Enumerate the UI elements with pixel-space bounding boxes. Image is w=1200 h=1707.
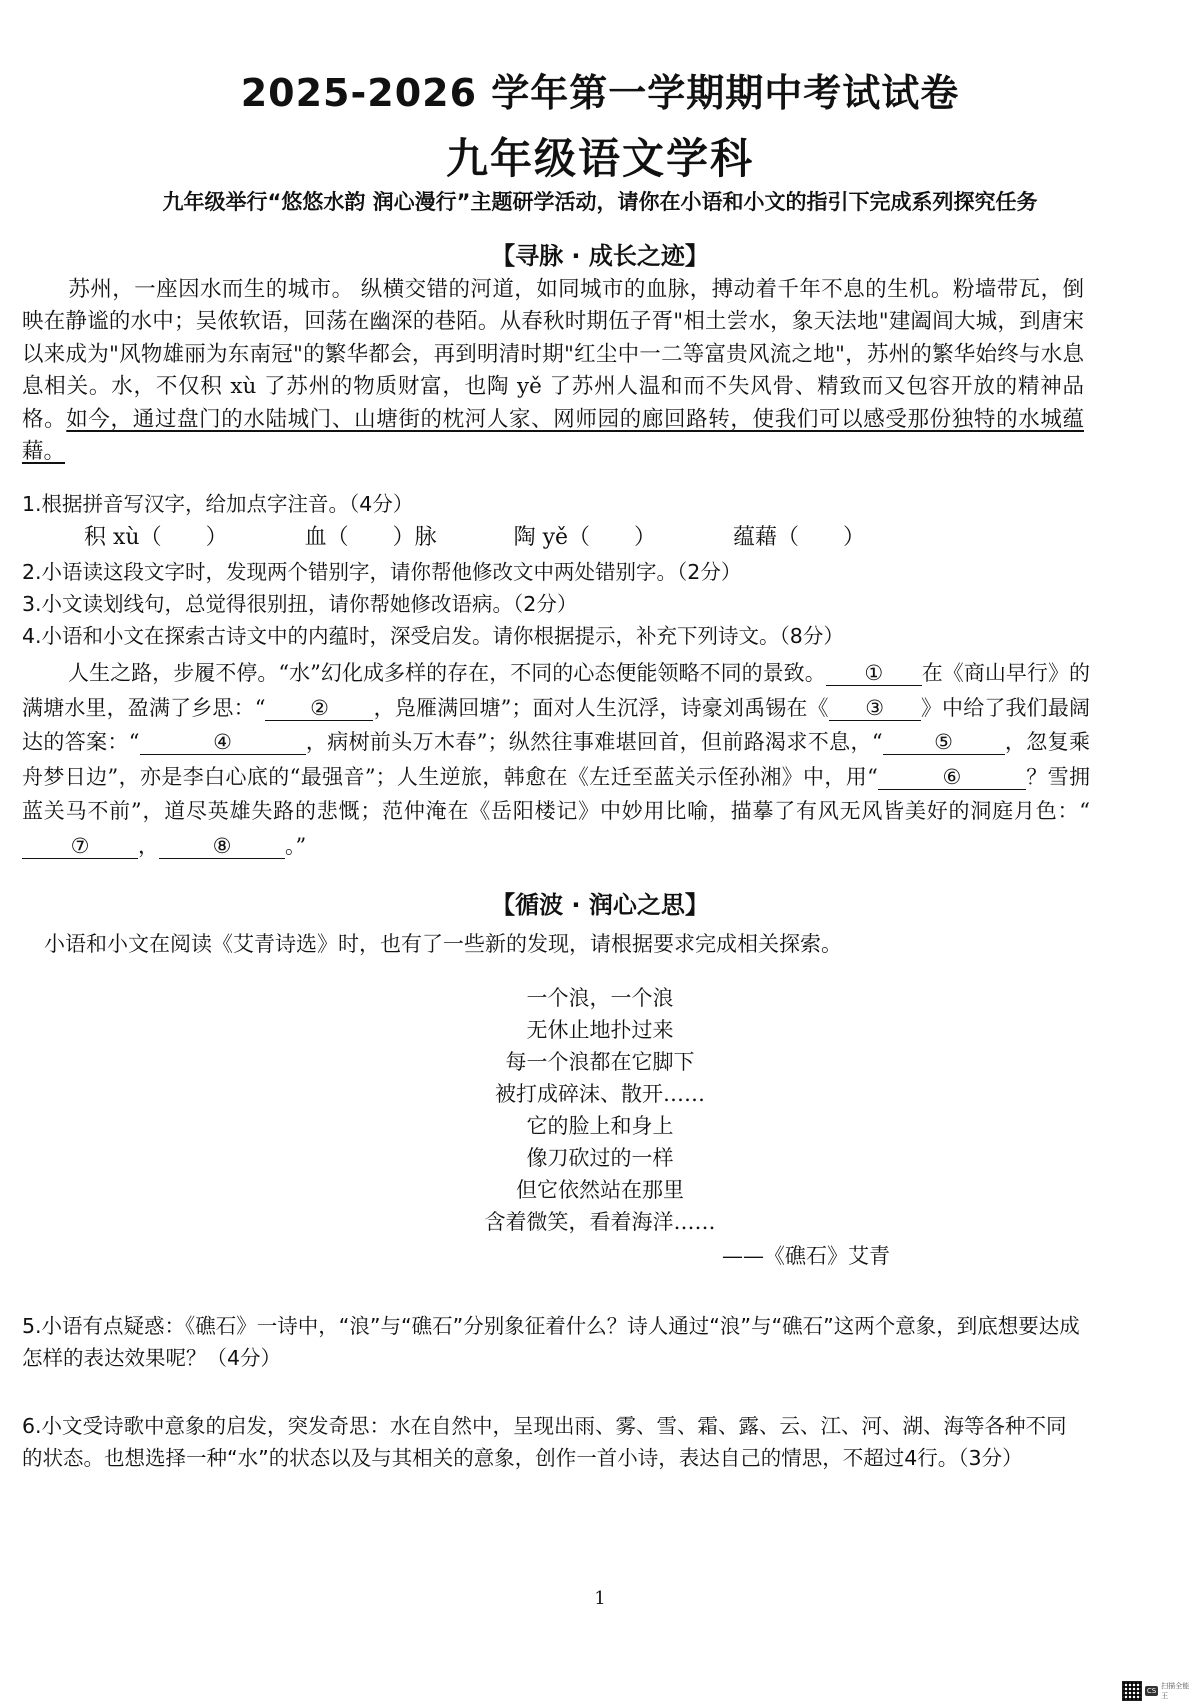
passage-text: 苏州，一座因水而生的城市。 纵横交错的河道，如同城市的血脉，搏动着千年不息的生机。粉墙带瓦，倒映在静谧的水中；吴侬软语，回荡在幽深的巷陌。从春秋时期伍子胥"相土尝水，象天法地"建阖闾大城，到唐宋以来成为"风物雄丽为东南冠"的繁华都会，再到明清时期"红尘中一二等富贵风流之地"，苏州的繁华始终与水息息相关。水，不仅积 xù 了苏州的物质财富，也陶 yě 了苏州人温和而不失风骨、精致而又包容开放的精神品格。	[22, 277, 1084, 432]
blank-4[interactable]: ④	[140, 730, 306, 755]
poem-line: 每一个浪都在它脚下	[505, 1050, 695, 1074]
pinyin-items	[84, 520, 935, 551]
poem-line: 但它依然站在那里	[516, 1178, 684, 1202]
poem-line: 无休止地扑过来	[526, 1018, 674, 1042]
section2-intro: 小语和小文在阅读《艾青诗选》时，也有了一些新的发现，请根据要求完成相关探索。	[44, 932, 842, 956]
question-5: 5.小语有点疑惑：《礁石》一诗中，“浪”与“礁石”分别象征着什么？诗人通过“浪”与“礁石”这两个意象，到底想要达成怎样的表达效果呢？（4分）	[22, 1314, 1080, 1370]
passage-paragraph	[22, 274, 1084, 468]
exam-title: 2025-2026 学年第一学期期中考试试卷	[240, 71, 960, 115]
fill-text-3: ，凫雁满回塘”；面对人生沉浮，诗豪刘禹锡在《	[373, 695, 829, 720]
poem-line: 被打成碎沫、散开……	[495, 1082, 705, 1106]
scanner-watermark	[1122, 1681, 1196, 1701]
fill-text-8: ，	[138, 833, 159, 858]
question-2: 2.小语读这段文字时，发现两个错别字，请你帮他修改文中两处错别字。（2分）	[22, 560, 742, 584]
poem-line: 像刀砍过的一样	[526, 1146, 674, 1170]
pinyin-item-2: 血（ ）脉	[304, 525, 437, 550]
fill-text-6: ，忽复乘舟梦日边”，亦是李白心底的“最强音”；人生逆旅，韩愈在《左迁至蓝关示侄孙湘》中，用“	[22, 730, 1090, 789]
fill-text-2: 在《商山早行》的满塘水里，盈满了乡思：“	[22, 661, 1091, 720]
blank-7[interactable]: ⑦	[22, 834, 138, 859]
fill-text-9: 。”	[285, 833, 307, 858]
pinyin-item-1: 积 xù（ ）	[84, 525, 228, 550]
question-1: 1.根据拼音写汉字，给加点字注音。（4分）	[22, 492, 414, 516]
qr-code-icon	[1122, 1681, 1142, 1701]
blank-2[interactable]: ②	[265, 696, 373, 721]
question-4: 4.小语和小文在探索古诗文中的内蕴时，深受启发。请你根据提示，补充下列诗文。（8分）	[22, 624, 844, 648]
fill-text-5: ，病树前头万木春”；纵然往事难堪回首，但前路渴求不息，“	[305, 730, 883, 754]
section2-heading: 【循波 · 润心之思】	[491, 891, 709, 919]
activity-subtitle: 九年级举行“悠悠水韵 润心漫行”主题研学活动，请你在小语和小文的指引下完成系列探究任务	[162, 190, 1038, 214]
passage-underlined-sentence: 如今，通过盘门的水陆城门、山塘街的枕河人家、网师园的廊回路转，使我们可以感受那份独特的水城蕴藉。	[22, 406, 1084, 465]
pinyin-item-3: 陶 yě（ ）	[513, 525, 657, 550]
question-3: 3.小文读划线句，总觉得很别扭，请你帮她修改语病。（2分）	[22, 592, 578, 616]
poem-line: 含着微笑，看着海洋……	[484, 1210, 716, 1234]
camscanner-logo-icon: CS	[1146, 1687, 1157, 1695]
blank-5[interactable]: ⑤	[883, 730, 1005, 755]
fill-text-4: 》中给了我们最阔达的答案：“	[22, 695, 1090, 754]
watermark-text: 扫描全能王	[1161, 1682, 1190, 1700]
fill-text-1: 人生之路，步履不停。“水”幻化成多样的存在，不同的心态便能领略不同的景致。	[68, 661, 826, 685]
blank-3[interactable]: ③	[829, 696, 921, 721]
page-number: 1	[594, 1588, 606, 1609]
section1-heading: 【寻脉 · 成长之迹】	[491, 242, 709, 270]
poem-reefs	[0, 982, 1200, 1238]
blank-1[interactable]: ①	[826, 661, 922, 686]
fill-text-7: ？雪拥蓝关马不前”，道尽英雄失路的悲慨；范仲淹在《岳阳楼记》中妙用比喻，描摹了有风无风皆美好的洞庭月色：“	[22, 764, 1090, 823]
pinyin-item-4: 蕴藉（ ）	[733, 525, 866, 550]
question-4-fill-text	[22, 656, 1090, 863]
blank-8[interactable]: ⑧	[159, 834, 285, 859]
blank-6[interactable]: ⑥	[878, 765, 1026, 790]
subject-title: 九年级语文学科	[445, 134, 754, 183]
poem-line: 一个浪，一个浪	[526, 986, 674, 1010]
poem-attribution: ——《礁石》艾青	[722, 1244, 890, 1268]
question-6: 6.小文受诗歌中意象的启发，突发奇思：水在自然中，呈现出雨、雾、雪、霜、露、云、江、河、湖、海等各种不同的状态。也想选择一种“水”的状态以及与其相关的意象，创作一首小诗，表达自己的情思，不超过4行。（3分）	[22, 1414, 1067, 1470]
poem-line: 它的脸上和身上	[526, 1114, 674, 1138]
